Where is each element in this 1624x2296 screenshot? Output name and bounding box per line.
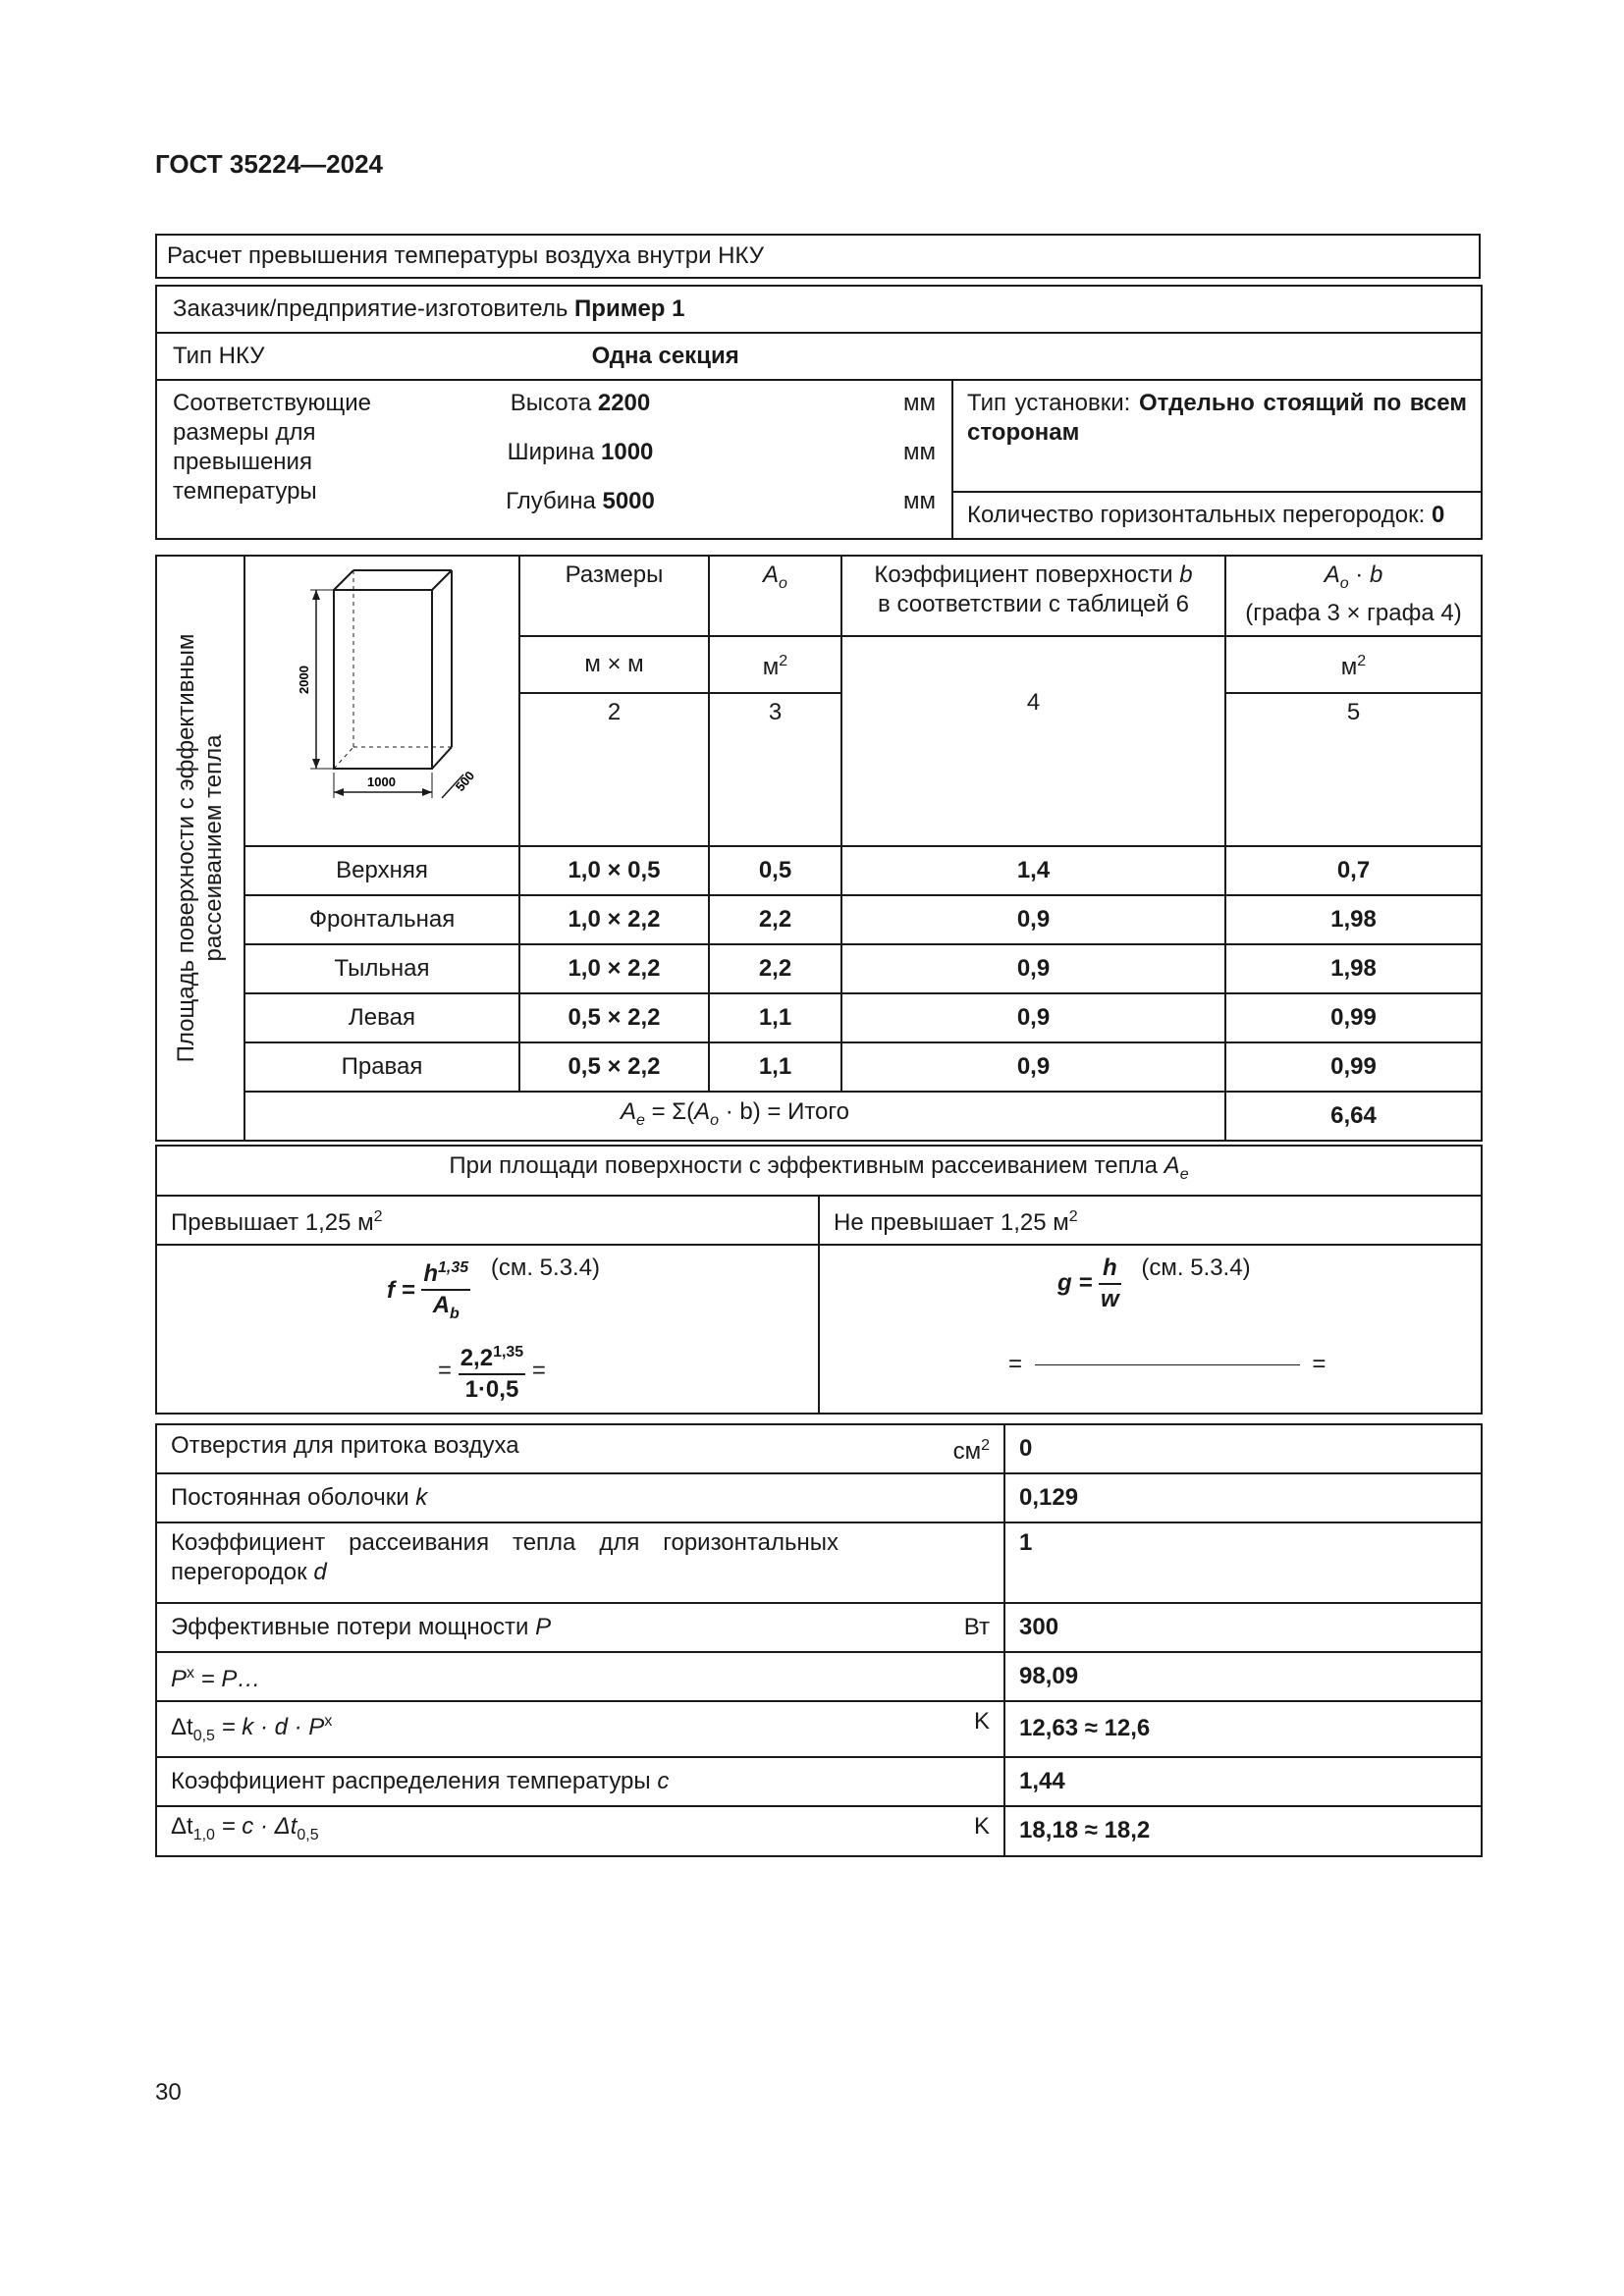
surface-b: 0,9 xyxy=(841,944,1225,993)
cabinet-front-face xyxy=(334,590,432,769)
f-ref: (см. 5.3.4) xyxy=(490,1254,601,1281)
table-row xyxy=(156,1806,1482,1856)
param-value: 98,09 xyxy=(1004,1652,1482,1701)
g-ref: (см. 5.3.4) xyxy=(1141,1254,1251,1281)
eq-sign: = xyxy=(531,1357,546,1384)
table-row xyxy=(156,895,1482,944)
surface-ao: 1,1 xyxy=(709,993,841,1042)
surface-table xyxy=(155,555,1483,1142)
calc-title-table xyxy=(155,234,1481,279)
surface-aob: 0,7 xyxy=(1225,846,1482,895)
area-title: При площади поверхности с эффективным рассеиванием тепла $A_e$ xyxy=(156,1146,1482,1196)
depth-label: Глубина xyxy=(506,488,596,514)
surface-ao: 1,1 xyxy=(709,1042,841,1092)
param-label: $P^x$ = P… xyxy=(156,1652,1004,1701)
param-value: 0 xyxy=(1004,1424,1482,1473)
surface-name: Правая xyxy=(244,1042,519,1092)
g-formula-cell xyxy=(819,1245,1482,1414)
dims-label: Соответствующие размеры для превышения температуры xyxy=(173,390,371,505)
install-label: Тип установки: xyxy=(967,390,1131,416)
surface-aob: 1,98 xyxy=(1225,944,1482,993)
col-size-header: Размеры xyxy=(519,556,709,636)
param-label: K $\Delta t_{0,5} = k \cdot d \cdot P^x$ xyxy=(156,1701,1004,1757)
surface-b: 0,9 xyxy=(841,993,1225,1042)
surface-b: 0,9 xyxy=(841,895,1225,944)
col-num-3: 3 xyxy=(709,693,841,846)
dim-width-label: 1000 xyxy=(367,774,396,789)
unit-aob: $м^2$ xyxy=(1225,636,1482,693)
param-value: 300 xyxy=(1004,1603,1482,1652)
param-value: 12,63 ≈ 12,6 xyxy=(1004,1701,1482,1757)
f-formula-cell xyxy=(156,1245,819,1414)
col-aob-header: $A_o \cdot b$ (графа 3 × графа 4) xyxy=(1225,556,1482,636)
dim-height-label: 2000 xyxy=(297,666,311,694)
param-value: 1,44 xyxy=(1004,1757,1482,1806)
f-lhs: f = xyxy=(387,1276,415,1304)
col-ao-header: $A_o$ xyxy=(709,556,841,636)
surface-name: Левая xyxy=(244,993,519,1042)
surface-b: 1,4 xyxy=(841,846,1225,895)
total-label: $A_e = \Sigma(A_o \cdot b)$ = Итого xyxy=(244,1092,1225,1141)
g-blank-line xyxy=(1035,1364,1300,1365)
surface-name: Фронтальная xyxy=(244,895,519,944)
info-table xyxy=(155,285,1483,540)
calc-title: Расчет превышения температуры воздуха внутри НКУ xyxy=(156,235,1480,278)
col-num-5: 5 xyxy=(1225,693,1482,846)
param-label: Постоянная оболочки xyxy=(171,1484,409,1511)
partitions-label: Количество горизонтальных перегородок: xyxy=(967,502,1426,528)
eq-sign: = xyxy=(438,1357,453,1384)
customer-row xyxy=(156,286,1482,333)
surface-name: Тыльная xyxy=(244,944,519,993)
eq-sign: = xyxy=(1312,1350,1326,1377)
surface-side-label: Площадь поверхности с эффективным рассеиванием тепла xyxy=(173,633,227,1063)
height-value: 2200 xyxy=(597,390,651,416)
surface-ao: 0,5 xyxy=(709,846,841,895)
surface-ao: 2,2 xyxy=(709,944,841,993)
unit-size: м × м xyxy=(519,636,709,693)
f-fraction: $\frac{h^{1,35}}{A_b}$ xyxy=(421,1254,470,1329)
col-num-4: 4 xyxy=(1026,689,1041,716)
cabinet-diagram xyxy=(245,557,516,837)
surface-name: Верхняя xyxy=(244,846,519,895)
width-value: 1000 xyxy=(601,439,654,465)
surface-aob: 1,98 xyxy=(1225,895,1482,944)
type-value: Одна секция xyxy=(591,343,739,369)
table-row: Постоянная оболочки k 0,129 xyxy=(156,1473,1482,1522)
surface-size: 1,0 × 2,2 xyxy=(519,895,709,944)
table-row: Коэффициент распределения температуры c 1,44 xyxy=(156,1757,1482,1806)
table-row xyxy=(156,1042,1482,1092)
document-header: ГОСТ 35224—2024 xyxy=(155,149,383,179)
param-label: Эффективные потери мощности xyxy=(171,1614,529,1640)
height-unit: мм xyxy=(903,390,936,416)
width-label: Ширина xyxy=(507,439,595,465)
type-row xyxy=(156,333,1482,380)
param-label: K $\Delta t_{1,0} = c \cdot \Delta t_{0,5}$ xyxy=(156,1806,1004,1856)
param-value: 0,129 xyxy=(1004,1473,1482,1522)
depth-value: 5000 xyxy=(602,488,655,514)
table-row: Вт Эффективные потери мощности P 300 xyxy=(156,1603,1482,1652)
customer-value: Пример 1 xyxy=(574,295,685,322)
unit-ao: $м^2$ xyxy=(709,636,841,693)
surface-size: 1,0 × 2,2 xyxy=(519,944,709,993)
exceeds-label: Превышает 1,25 $м^2$ xyxy=(156,1196,819,1245)
total-value: 6,64 xyxy=(1225,1092,1482,1141)
table-row xyxy=(156,1652,1482,1701)
dims-cell xyxy=(156,380,952,539)
param-label: Отверстия для притока воздуха xyxy=(171,1432,519,1459)
customer-label: Заказчик/предприятие-изготовитель xyxy=(173,295,568,322)
eq-sign: = xyxy=(1008,1350,1023,1377)
coef-blank-cell xyxy=(841,636,1225,846)
depth-unit: мм xyxy=(903,488,936,514)
cabinet-diagram-cell xyxy=(244,556,519,846)
g-fraction: $\frac{h}{w}$ xyxy=(1101,1254,1119,1312)
install-cell xyxy=(952,380,1482,539)
surface-size: 0,5 × 2,2 xyxy=(519,993,709,1042)
dim-depth-label: 500 xyxy=(452,768,478,794)
param-value: 18,18 ≈ 18,2 xyxy=(1004,1806,1482,1856)
col-num-2: 2 xyxy=(519,693,709,846)
table-row xyxy=(156,944,1482,993)
surface-aob: 0,99 xyxy=(1225,1042,1482,1092)
surface-side-label-cell xyxy=(156,556,244,1141)
f-value-fraction: $\frac{2,2^{1,35}}{1\cdot 0,5}$ xyxy=(459,1338,526,1405)
table-row xyxy=(156,1701,1482,1757)
install-value: Отдельно стоящий по всем сторонам xyxy=(967,390,1468,446)
col-coef-header: Коэффициент поверхности b в соответствии с таблицей 6 xyxy=(841,556,1225,636)
page-number: 30 xyxy=(155,2079,182,2106)
table-row: Коэффициент рассеивания тепла для горизонтальных перегородок d 1 xyxy=(156,1522,1482,1603)
g-lhs: g = xyxy=(1057,1269,1093,1297)
area-table xyxy=(155,1145,1483,1415)
table-row: $см^2$ Отверстия для притока воздуха 0 xyxy=(156,1424,1482,1473)
param-label: Коэффициент распределения температуры xyxy=(171,1767,651,1794)
surface-size: 1,0 × 0,5 xyxy=(519,846,709,895)
surface-b: 0,9 xyxy=(841,1042,1225,1092)
table-row xyxy=(156,846,1482,895)
table-row xyxy=(156,993,1482,1042)
height-label: Высота xyxy=(510,390,592,416)
params-table xyxy=(155,1423,1483,1857)
partitions-value: 0 xyxy=(1431,502,1445,528)
surface-aob: 0,99 xyxy=(1225,993,1482,1042)
param-value: 1 xyxy=(1004,1522,1482,1603)
surface-size: 0,5 × 2,2 xyxy=(519,1042,709,1092)
not-exceeds-label: Не превышает 1,25 $м^2$ xyxy=(819,1196,1482,1245)
surface-ao: 2,2 xyxy=(709,895,841,944)
width-unit: мм xyxy=(903,439,936,465)
param-label: Коэффициент рассеивания тепла для горизонтальных перегородок xyxy=(171,1529,839,1585)
type-label: Тип НКУ xyxy=(173,343,265,369)
